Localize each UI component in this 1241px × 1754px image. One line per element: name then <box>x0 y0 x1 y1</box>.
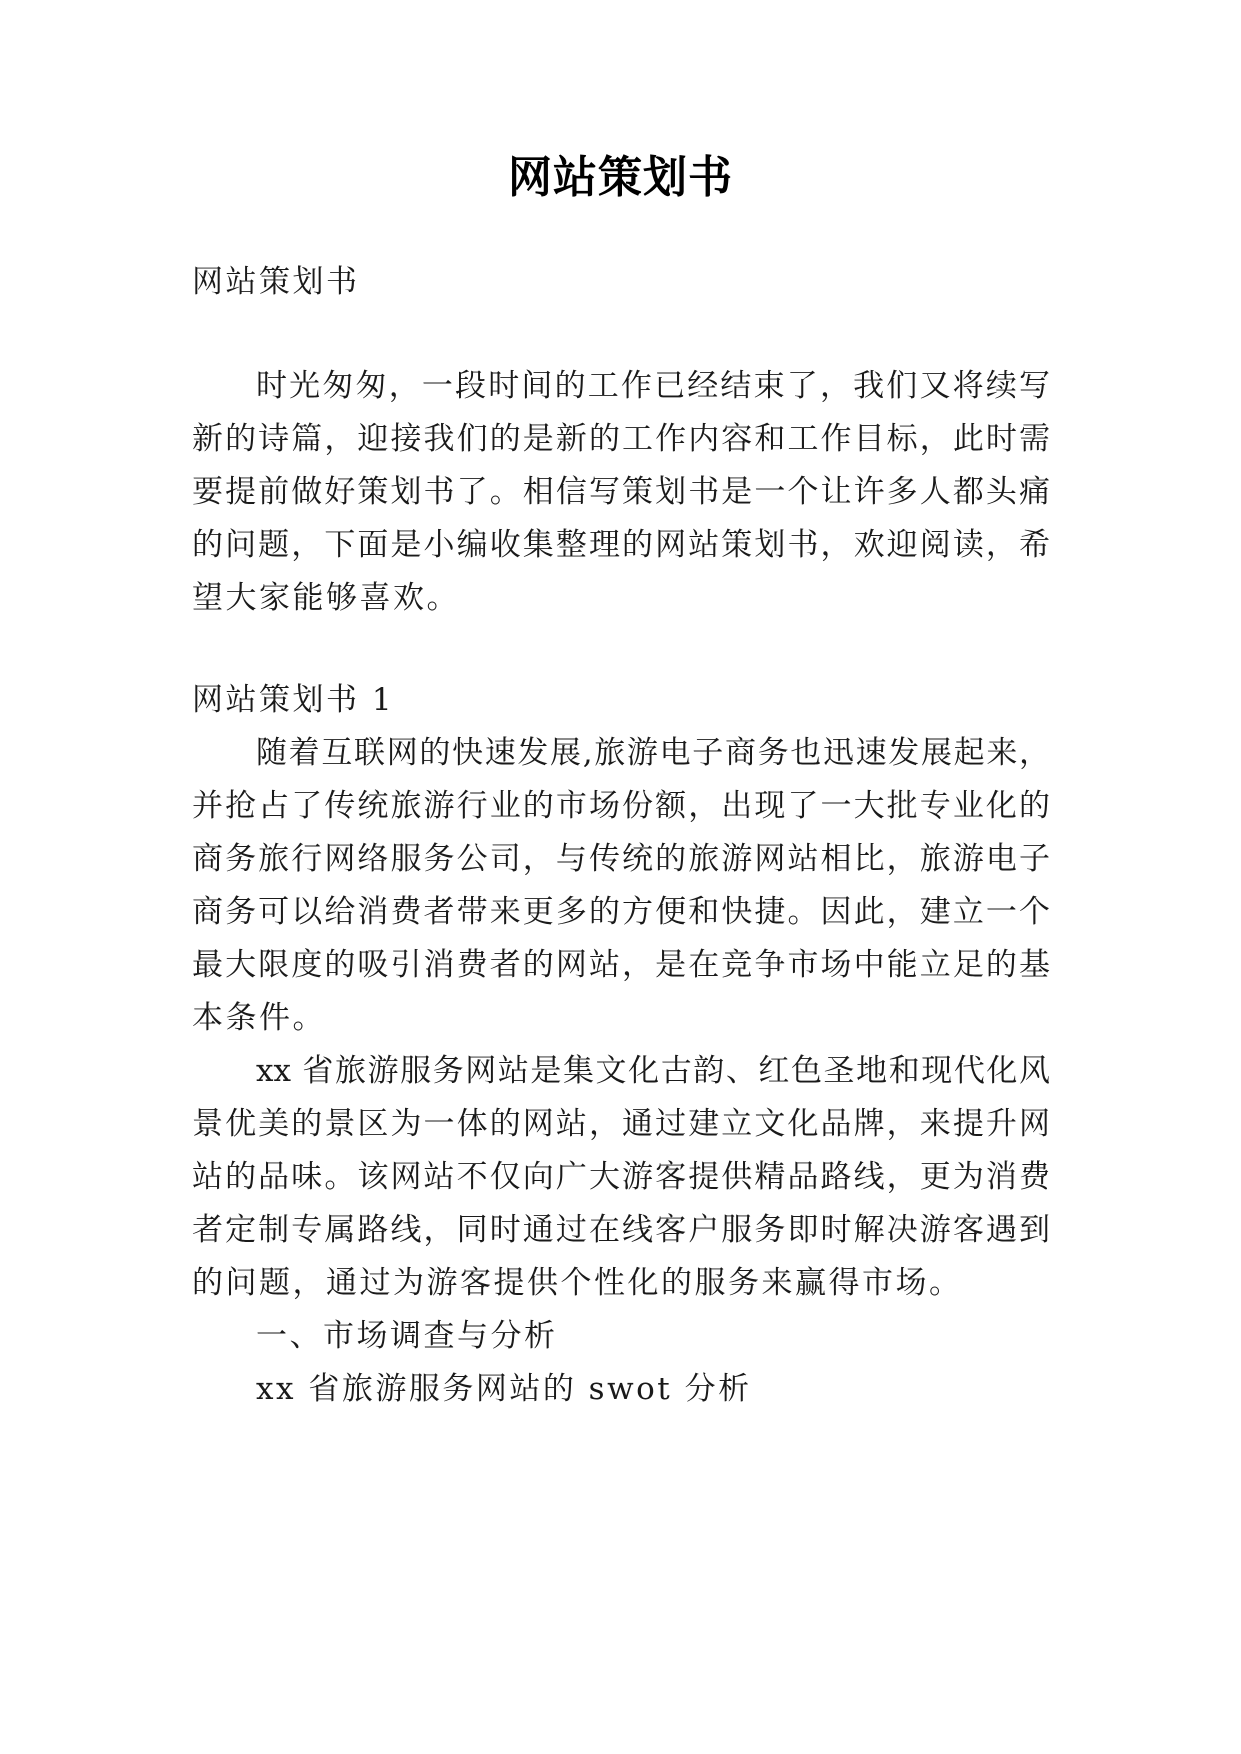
intro-line: 的问题，下面是小编收集整理的网站策划书，欢迎阅读，希 <box>192 527 1050 563</box>
paragraph-line: 景优美的景区为一体的网站，通过建立文化品牌，来提升网 <box>192 1106 1050 1142</box>
paragraph-line: 站的品味。该网站不仅向广大游客提供精品路线，更为消费 <box>192 1159 1050 1195</box>
document-title: 网站策划书 <box>508 152 733 203</box>
intro-line: 要提前做好策划书了。相信写策划书是一个让许多人都头痛 <box>192 474 1050 510</box>
paragraph-line: 者定制专属路线，同时通过在线客户服务即时解决游客遇到 <box>192 1212 1050 1248</box>
paragraph-line: xx 省旅游服务网站是集文化古韵、红色圣地和现代化风 <box>256 1053 1050 1089</box>
outline-subheading: xx 省旅游服务网站的 swot 分析 <box>256 1371 752 1407</box>
intro-line: 望大家能够喜欢。 <box>192 580 460 616</box>
paragraph-line: 并抢占了传统旅游行业的市场份额，出现了一大批专业化的 <box>192 788 1050 824</box>
paragraph-line: 商务旅行网络服务公司，与传统的旅游网站相比，旅游电子 <box>192 841 1050 877</box>
intro-line: 时光匆匆，一段时间的工作已经结束了，我们又将续写 <box>256 368 1050 404</box>
document-subtitle: 网站策划书 <box>192 264 360 300</box>
paragraph-line: 最大限度的吸引消费者的网站，是在竞争市场中能立足的基 <box>192 947 1050 983</box>
section-heading: 网站策划书 1 <box>192 682 395 718</box>
outline-heading: 一、市场调查与分析 <box>256 1318 558 1354</box>
paragraph-line: 随着互联网的快速发展,旅游电子商务也迅速发展起来， <box>256 735 1050 771</box>
paragraph-line: 商务可以给消费者带来更多的方便和快捷。因此，建立一个 <box>192 894 1050 930</box>
paragraph-line: 的问题，通过为游客提供个性化的服务来赢得市场。 <box>192 1265 963 1301</box>
intro-line: 新的诗篇，迎接我们的是新的工作内容和工作目标，此时需 <box>192 421 1050 457</box>
paragraph-line: 本条件。 <box>192 1000 326 1036</box>
